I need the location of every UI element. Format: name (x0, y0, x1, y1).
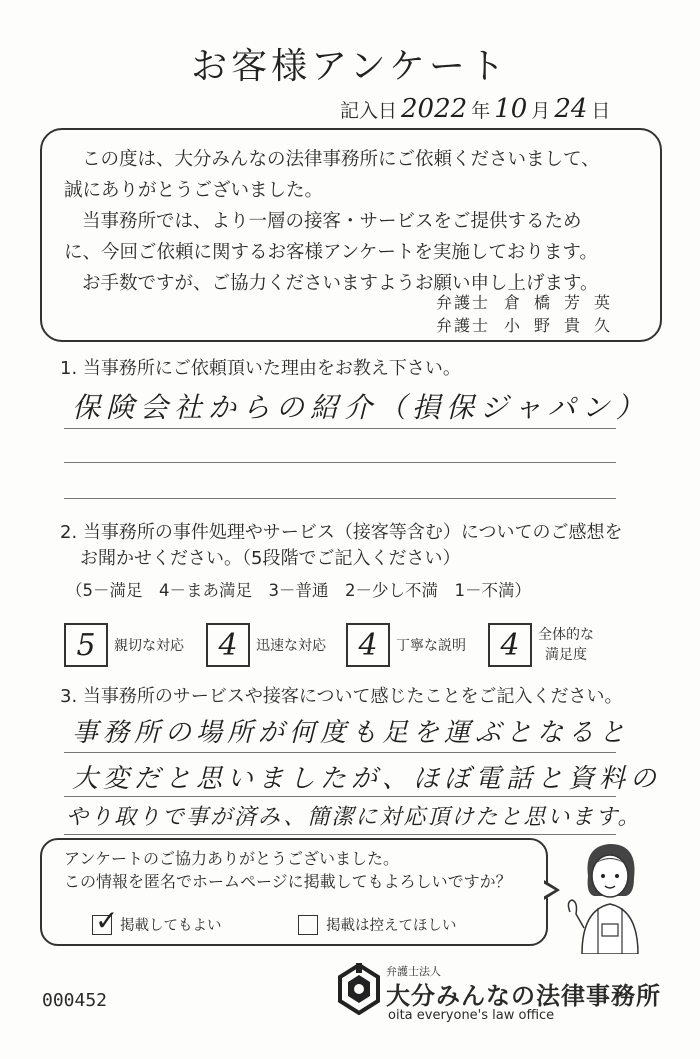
rating-box[interactable] (488, 623, 532, 667)
rating-label-line2: 満足度 (545, 647, 587, 663)
consent-line-2: この情報を匿名でホームページに掲載してもよろしいですか？ (64, 872, 512, 891)
intro-line-1: この度は、大分みんなの法律事務所にご依頼くださいまして、 (82, 149, 600, 170)
consent-option-no[interactable] (298, 914, 457, 935)
q3-answer-line-2[interactable]: 大変だと思いましたが、ほぼ電話と資料の (72, 764, 662, 794)
date-month-unit: 月 (531, 100, 551, 122)
signatory-2 (436, 313, 624, 336)
answer-line (64, 462, 616, 463)
entry-date (340, 94, 610, 124)
office-logo-icon (336, 963, 382, 1015)
rating-explanation (346, 623, 466, 667)
q2-question-line1: 2. 当事務所の事件処理やサービス（接客等含む）についてのご感想を (60, 522, 623, 543)
rating-label (538, 625, 594, 665)
signatory-name: 倉橋芳英 (503, 293, 624, 312)
checkbox-no[interactable] (298, 915, 318, 935)
page-title: お客様アンケート (191, 46, 509, 87)
rating-value: 4 (500, 628, 520, 663)
date-year-unit: 年 (471, 100, 491, 122)
rating-box[interactable] (64, 623, 108, 667)
intro-message-box (40, 128, 662, 342)
staff-illustration-icon (560, 836, 660, 954)
rating-kindness (64, 623, 184, 667)
signatory-role: 弁護士 (435, 293, 490, 312)
q1-question: 1. 当事務所にご依頼頂いた理由をお教え下さい。 (60, 358, 461, 379)
answer-line (64, 834, 616, 835)
date-month[interactable]: 10 (494, 94, 528, 124)
check-icon: ✓ (95, 903, 119, 937)
signatory-role: 弁護士 (435, 316, 490, 335)
signatory-1 (436, 290, 624, 313)
q3-answer-line-1[interactable]: 事務所の場所が何度も足を運ぶとなると (72, 718, 631, 748)
q2-rating-scale: （5－満足 4－まあ満足 3－普通 2－少し不満 1－不満） (66, 581, 531, 600)
rating-overall (488, 623, 594, 667)
consent-line-1: アンケートのご協力ありがとうございました。 (64, 849, 400, 868)
checkbox-yes[interactable] (92, 903, 119, 937)
intro-line-5: お手数ですが、ご協力くださいますようお願い申し上げます。 (82, 273, 599, 294)
answer-line (64, 796, 616, 797)
rating-value: 5 (76, 628, 96, 663)
q3-answer-line-3[interactable]: やり取りで事が済み、簡潔に対応頂けたと思います。 (66, 805, 642, 830)
consent-option-yes[interactable] (92, 903, 222, 937)
consent-option-no-label: 掲載は控えてほしい (326, 918, 457, 934)
bubble-tail-inner (543, 883, 555, 897)
rating-label: 親切な対応 (114, 638, 184, 654)
date-label: 記入日 (340, 100, 398, 122)
rating-value: 4 (358, 628, 378, 663)
answer-line (64, 428, 616, 429)
office-name: 大分みんなの法律事務所 (386, 982, 661, 1010)
rating-speed (206, 623, 326, 667)
rating-label: 迅速な対応 (256, 638, 326, 654)
rating-label: 丁寧な説明 (396, 638, 466, 654)
intro-line-4: に、今回ご依頼に関するお客様アンケートを実施しております。 (64, 242, 598, 263)
answer-line (64, 752, 616, 753)
intro-line-2: 誠にありがとうございました。 (64, 180, 324, 201)
q2-question-line2: お聞かせください。（5段階でご記入ください） (80, 548, 461, 569)
rating-label-line1: 全体的な (538, 627, 594, 643)
office-name-en: oita everyone's law office (388, 1008, 555, 1023)
intro-line-3: 当事務所では、より一層の接客・サービスをご提供するため (82, 211, 582, 232)
date-day[interactable]: 24 (554, 94, 588, 124)
q3-question: 3. 当事務所のサービスや接客について感じたことをご記入ください。 (60, 686, 623, 707)
document-number: 000452 (42, 990, 108, 1011)
rating-box[interactable] (346, 623, 390, 667)
signatory-name: 小野貴久 (503, 316, 624, 335)
q1-answer[interactable]: 保険会社からの紹介（損保ジャパン） (72, 391, 650, 424)
date-day-unit: 日 (591, 100, 611, 122)
date-year[interactable]: 2022 (401, 94, 468, 124)
consent-option-yes-label: 掲載してもよい (120, 918, 222, 934)
rating-value: 4 (218, 628, 238, 663)
office-corp-type: 弁護士法人 (386, 965, 441, 978)
rating-box[interactable] (206, 623, 250, 667)
answer-line (64, 498, 616, 499)
